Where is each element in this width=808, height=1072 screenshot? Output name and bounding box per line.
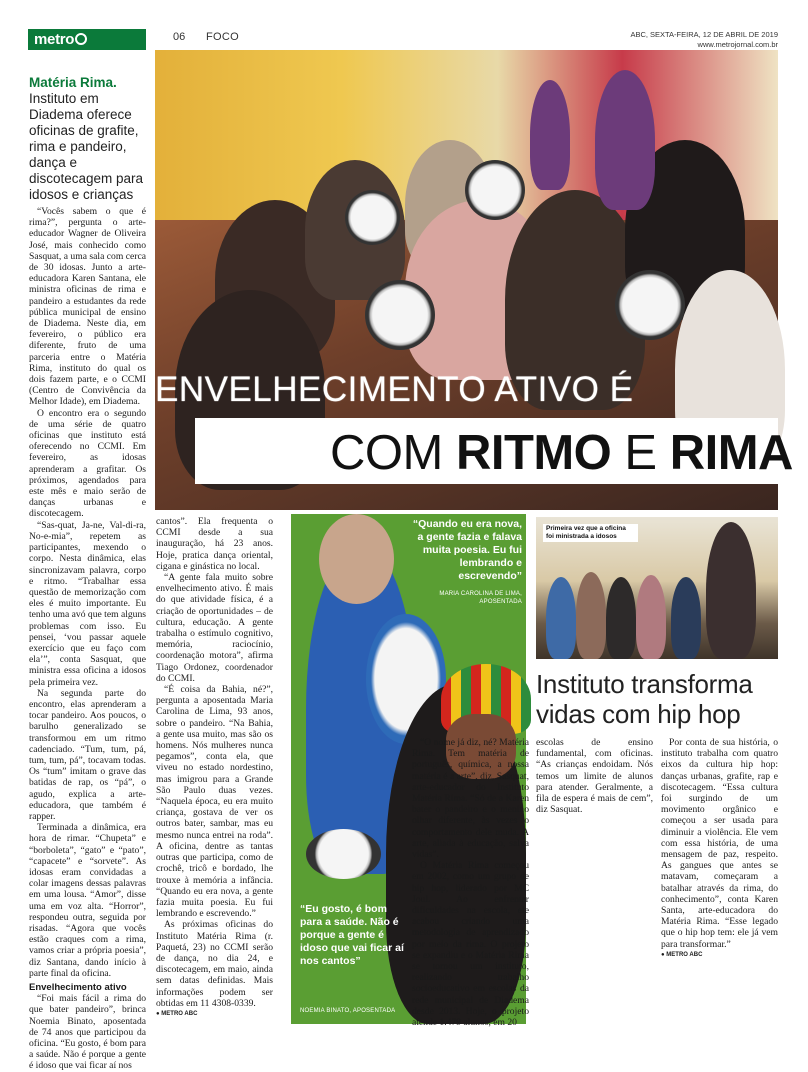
paragraph: Terminada a dinâmica, era hora de rimar. “Chupeta” e “borboleta”, “gato” e “pato”, “capacete” e “sorvete”. As idosas eram convidadas a colar imagens dessas palavras em uma lousa. “Amor”, disse uma em voz alta. “Horror”, respondeu outra, seguida por risadas. “Agora que vocês estão craques com a rima, vamos criar a própria poesia”, diz Santana, dando início à parte final da oficina. bbox=[29, 822, 146, 979]
logo-circle-icon bbox=[75, 33, 87, 45]
article-column-1 bbox=[29, 206, 146, 1072]
paragraph: O encontro era o segundo de uma série de quatro oficinas que instituto está oferecendo no CCMI. Em fevereiro, as idosas aprenderam a grafitar. Os próximos, agendados para este mês e maio serão de danças urbanas e discotecagem. bbox=[29, 407, 146, 520]
tambourine-icon bbox=[345, 190, 400, 245]
signature: ● METRO ABC bbox=[156, 1010, 198, 1017]
signature: ● METRO ABC bbox=[661, 951, 703, 958]
paragraph: Por conta de sua história, o instituto trabalha com quatro eixos da cultura hip hop: danças urbanas, grafite, rap e discotecagem. “Essa cultura foi surgindo de um movimento orgânico e começou a ser usada para diminuir a violência. Ele vem com essa história, de uma mensagem de paz, respeito. As gangues que antes se matavam, começaram a batalhar através da rima, do conhecimento”, conta Karen Santa, arte-educadora do Matéria Rima. “Esse legado que o hip hop tem: ele já vem para transformar.” bbox=[661, 737, 778, 950]
photo-person bbox=[636, 575, 666, 659]
article-column-3 bbox=[412, 737, 529, 1029]
pull-quote-1: “Quando eu era nova, a gente fazia e falava muita poesia. Eu fui lembrando e escrevendo” bbox=[412, 518, 522, 582]
photo-person bbox=[606, 577, 636, 659]
paragraph: “Foi mais fácil a rima do que bater pandeiro”, brinca Noemia Binato, aposentada de 74 anos que participou da oficina. “Eu gosto, é bom para a saúde. Não é porque a gente é idoso que vai ficar aí nos bbox=[29, 993, 146, 1072]
tambourine-icon bbox=[615, 270, 685, 340]
pull-quote-2-attribution: NOEMIA BINATO, APOSENTADA bbox=[300, 1008, 396, 1014]
headline-line1: ENVELHECIMENTO ATIVO É bbox=[155, 370, 634, 409]
paragraph: escolas de ensino fundamental, com oficinas. “As crianças endoidam. Nós temos um limite de alunos para atender. Geralmente, a fila de espera é mais de cem”, diz Sasquat. bbox=[536, 737, 653, 816]
section-name: FOCO bbox=[206, 31, 239, 43]
paragraph: As próximas oficinas do Instituto Matéria Rima (r. Paquetá, 23) no CCMI serão de dança, no dia 24, e discotecagem, em maio, ainda sem datas definidas. Mais informações podem ser obtidas em 11 4308-0339. bbox=[156, 919, 273, 1009]
metro-logo: metro bbox=[28, 29, 146, 50]
tambourine-icon bbox=[465, 160, 525, 220]
paragraph: Na segunda parte do encontro, elas aprenderam a tocar pandeiro. Aos poucos, o barulho generalizado se transformou em um ritmo cadenciado. “Tum, tum, pá, tum, tum, pá”, tocavam todas. Os “tum” imitam o grave das batidas de rap, os “pá”, o agudo, explica a arte-educadora, que também é rapper. bbox=[29, 687, 146, 822]
photo-person bbox=[546, 577, 576, 659]
page-number: 06 bbox=[173, 31, 186, 43]
kicker-name: Matéria Rima. bbox=[29, 75, 117, 90]
photo-person bbox=[595, 70, 655, 210]
paragraph: cantos”. Ela frequenta o CCMI desde a sua inauguração, há 23 anos. Hoje, pratica dança oriental, cigana e ginástica no local. bbox=[156, 516, 273, 572]
headline-line2: COM RITMO E RIMA bbox=[330, 426, 793, 480]
paragraph: “A gente fala muito sobre envelhecimento ativo. É mais do que atividade física, é a criação de oportunidades – de cultura, educação. A gente trabalha o estímulo cognitivo, memória, raciocínio, coordenação motora”, afirma Tiago Ordonez, coordenador do CCMI. bbox=[156, 572, 273, 684]
secondary-headline: Instituto transforma vidas com hip hop bbox=[536, 669, 753, 729]
website-link[interactable]: www.metrojornal.com.br bbox=[697, 40, 778, 49]
subhead: Envelhecimento ativo bbox=[29, 982, 127, 994]
article-column-5 bbox=[661, 737, 778, 1022]
pull-quote-2: “Eu gosto, é bom para a saúde. Não é porque a gente é idoso que vai ficar aí nos cantos” bbox=[300, 903, 404, 967]
photo-person bbox=[671, 577, 701, 659]
article-column-4 bbox=[536, 737, 653, 1022]
photo-face bbox=[319, 514, 394, 604]
photo-caption: Primeira vez que a oficina foi ministrada a idosos bbox=[543, 524, 638, 542]
photo-person bbox=[530, 80, 570, 190]
photo-person bbox=[576, 572, 606, 659]
paragraph: “É coisa da Bahia, né?”, pergunta a aposentada Maria Carolina de Lima, 93 anos, sobre o pandeiro. “Na Bahia, a gente usa muito, mas são os homens. Nós mulheres nunca pegamos”, conta ela, que viveu no estado nordestino, mas imigrou para a Grande São Paulo duas vezes. “Naquela época, eu era muito criança, gostava de ver os outros bater, sambar, mas eu mesmo nunca entrei na roda”. A oficina, dentre as tantas outras que participa, como de crochê, tricô e bordado, lhe trouxe à memória a infância. “Quando eu era nova, a gente fazia muita poesia. Eu fui lembrando e escrevendo.” bbox=[156, 684, 273, 920]
date-line: ABC, SEXTA-FEIRA, 12 DE ABRIL DE 2019 bbox=[630, 30, 778, 39]
article-column-2 bbox=[156, 516, 273, 1021]
header-dateline bbox=[630, 30, 778, 50]
pull-quote-1-attribution: MARIA CAROLINA DE LIMA, APOSENTADA bbox=[439, 591, 522, 605]
paragraph: “O nome já diz, né? Matéria Rima. Tem matéria de português, química, a nossa matéria é a arte”, diz, Sasquat, arte-educador do Instituto Matéria Rima. “Só de a Karen bater o pandeiro e o menino olhar diferente, às vezes o comportamento dele muda. A arte, aliada à educação, salva vidas”. bbox=[412, 737, 529, 861]
paragraph: O Matéria Rima começou em 2002, como um grupo de hip hop, liderado por MC Joul. Ao enfrentar dificuldades na escola, ele acabou criando uma metodologia de aprendizado por meio da rima. O projeto se expandiu e o Matéria Rima se tornou um instituto, realizando trabalho socioeducativo em escolas da rede municipal de Diadema desde 2013. Hoje, o projeto atende 1.479 alunos, em 20 bbox=[412, 860, 529, 1029]
kicker-text: Instituto em Diadema oferece oficinas de grafite, rima e pandeiro, dança e discotecagem para idosos e crianças bbox=[29, 91, 144, 202]
photo-person bbox=[706, 522, 756, 659]
tambourine-icon bbox=[306, 829, 381, 879]
paragraph: “Vocês sabem o que é rima?”, pergunta o arte-educador Wagner de Oliveira José, mais conhecido como Sasquat, a uma sala com cerca de 30 idosas. Junto a arte-educadora Karen Santana, ele ministra oficinas de rima e pandeiro a estudantes da rede pública municipal de ensino de Diadema. Neste dia, em fevereiro, o público era diferente, fruto de uma parceria entre o Matéria Rima, instituto do qual os dois fazem parte, e o CCMI (Centro de Convivência da Melhor Idade), em Diadema. bbox=[29, 206, 146, 408]
kicker bbox=[29, 75, 149, 203]
paragraph: “Sas-quat, Ja-ne, Val-di-ra, No-e-mia”, repetem as participantes, mexendo o corpo. Nesta dinâmica, elas sincronizavam palavra, corpo e ritmo. “Trabalhar essa questão de memorização com eles é muito importante. Eu tenho uma avó que tem alguns problemas com isso. Eu pensei, ‘vou passar aquele exercício que eu faço com ela’”, conta Sasquat, que ministra essa oficina a idosos pela primeira vez. bbox=[29, 519, 146, 688]
tambourine-icon bbox=[365, 280, 435, 350]
